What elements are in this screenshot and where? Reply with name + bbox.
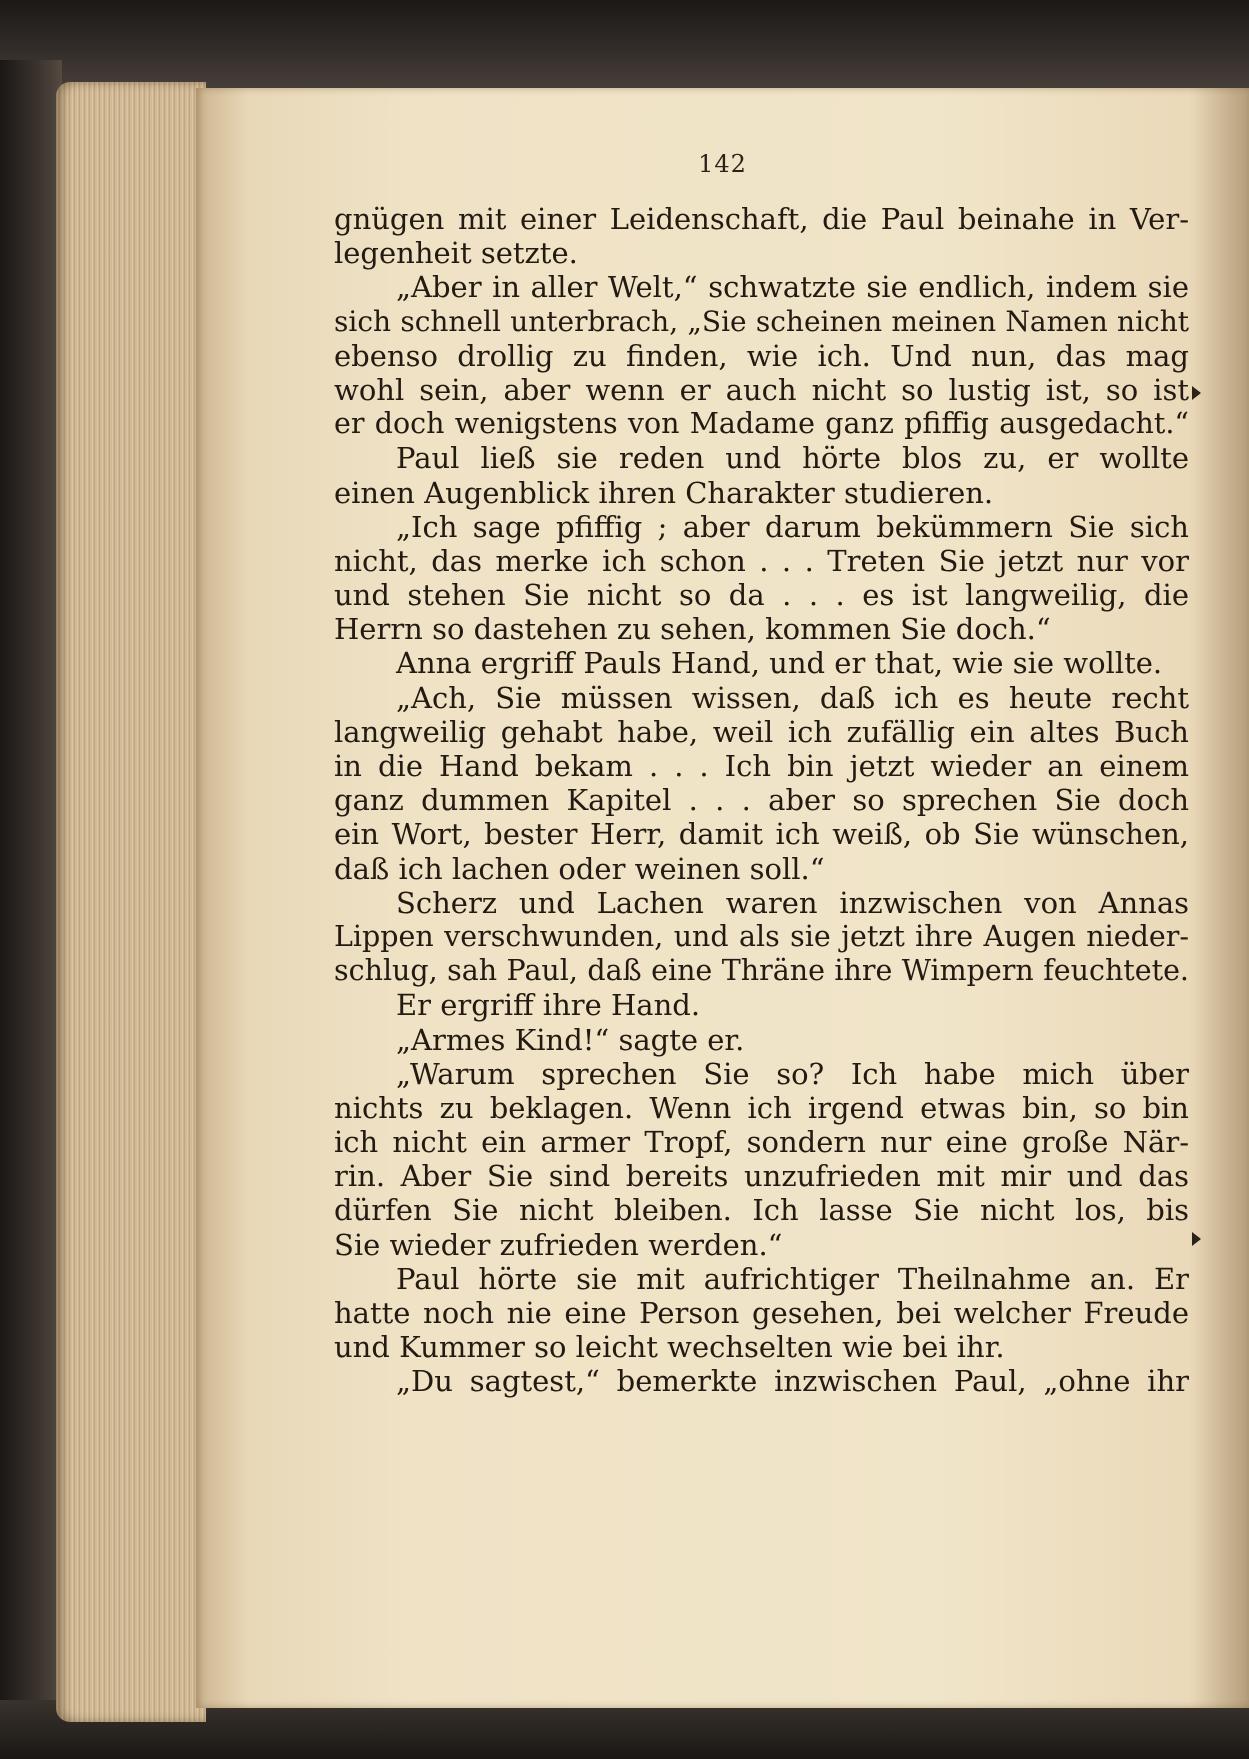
text-line: Scherz und Lachen waren inzwischen von Annas	[396, 885, 1189, 920]
text-line: dürfen Sie nicht bleiben. Ich lasse Sie nicht los, bis	[334, 1193, 1189, 1228]
text-line: Paul ließ sie reden und hörte blos zu, er wollte	[396, 441, 1189, 476]
page-number: 142	[698, 150, 747, 178]
text-line: legenheit setzte.	[334, 236, 578, 271]
text-line: ein Wort, bester Herr, damit ich weiß, ob Sie wünschen,	[334, 817, 1189, 852]
text-line: rin. Aber Sie sind bereits unzufrieden mit mir und das	[334, 1159, 1189, 1194]
text-line: „Ich sage pfiffig ; aber darum bekümmern Sie sich	[396, 509, 1189, 544]
text-line: „Ach, Sie müssen wissen, daß ich es heute recht	[396, 680, 1189, 715]
page-gutter-shade	[1189, 88, 1249, 1708]
text-line: wohl sein, aber wenn er auch nicht so lustig ist, so ist	[334, 372, 1189, 407]
text-line: er doch wenigstens von Madame ganz pfiffig ausgedacht.“	[334, 407, 1189, 441]
text-line: Er ergriff ihre Hand.	[396, 988, 701, 1023]
page-text	[334, 202, 1189, 1399]
text-line: Herrn so dastehen zu sehen, kommen Sie doch.“	[334, 612, 1051, 647]
text-line: Anna ergriff Pauls Hand, und er that, wie sie wollte.	[396, 646, 1163, 681]
page-edges	[56, 82, 206, 1722]
text-line: Paul hörte sie mit aufrichtiger Theilnahme an. Er	[396, 1261, 1189, 1296]
text-line: einen Augenblick ihren Charakter studieren.	[334, 475, 994, 510]
text-line: sich schnell unterbrach, „Sie scheinen meinen Namen nicht	[334, 304, 1189, 338]
text-line: langweilig gehabt habe, weil ich zufällig ein altes Buch	[334, 714, 1189, 749]
text-line: und Kummer so leicht wechselten wie bei ihr.	[334, 1330, 1005, 1365]
text-line: „Aber in aller Welt,“ schwatzte sie endlich, indem sie	[396, 270, 1189, 305]
text-line: in die Hand bekam . . . Ich bin jetzt wieder an einem	[334, 749, 1189, 783]
book-cover-left	[0, 60, 62, 1759]
text-line: Lippen verschwunden, und als sie jetzt ihre Augen nieder-	[334, 919, 1189, 953]
text-line: Sie wieder zufrieden werden.“	[334, 1227, 783, 1262]
text-line: gnügen mit einer Leidenschaft, die Paul beinahe in Ver-	[334, 202, 1189, 236]
text-line: ganz dummen Kapitel . . . aber so sprechen Sie doch	[334, 783, 1189, 818]
margin-mark-icon	[1192, 1232, 1201, 1246]
text-line: nichts zu beklagen. Wenn ich irgend etwas bin, so bin	[334, 1090, 1189, 1125]
text-line: hatte noch nie eine Person gesehen, bei welcher Freude	[334, 1296, 1189, 1330]
margin-mark-icon	[1192, 386, 1201, 400]
text-line: „Du sagtest,“ bemerkte inzwischen Paul, „ohne ihr	[396, 1364, 1189, 1399]
text-line: „Armes Kind!“ sagte er.	[396, 1022, 745, 1057]
book-cover-top	[0, 0, 1249, 95]
book-page	[196, 88, 1249, 1708]
text-line: und stehen Sie nicht so da . . . es ist langweilig, die	[334, 578, 1189, 613]
text-line: nicht, das merke ich schon . . . Treten Sie jetzt nur vor	[334, 543, 1189, 578]
text-line: ich nicht ein armer Tropf, sondern nur eine große När-	[334, 1125, 1189, 1160]
text-line: ebenso drollig zu finden, wie ich. Und nun, das mag	[334, 338, 1189, 373]
text-line: daß ich lachen oder weinen soll.“	[334, 851, 825, 886]
text-line: „Warum sprechen Sie so? Ich habe mich über	[396, 1056, 1189, 1091]
text-line: schlug, sah Paul, daß eine Thräne ihre Wimpern feuchtete.	[334, 954, 1189, 988]
